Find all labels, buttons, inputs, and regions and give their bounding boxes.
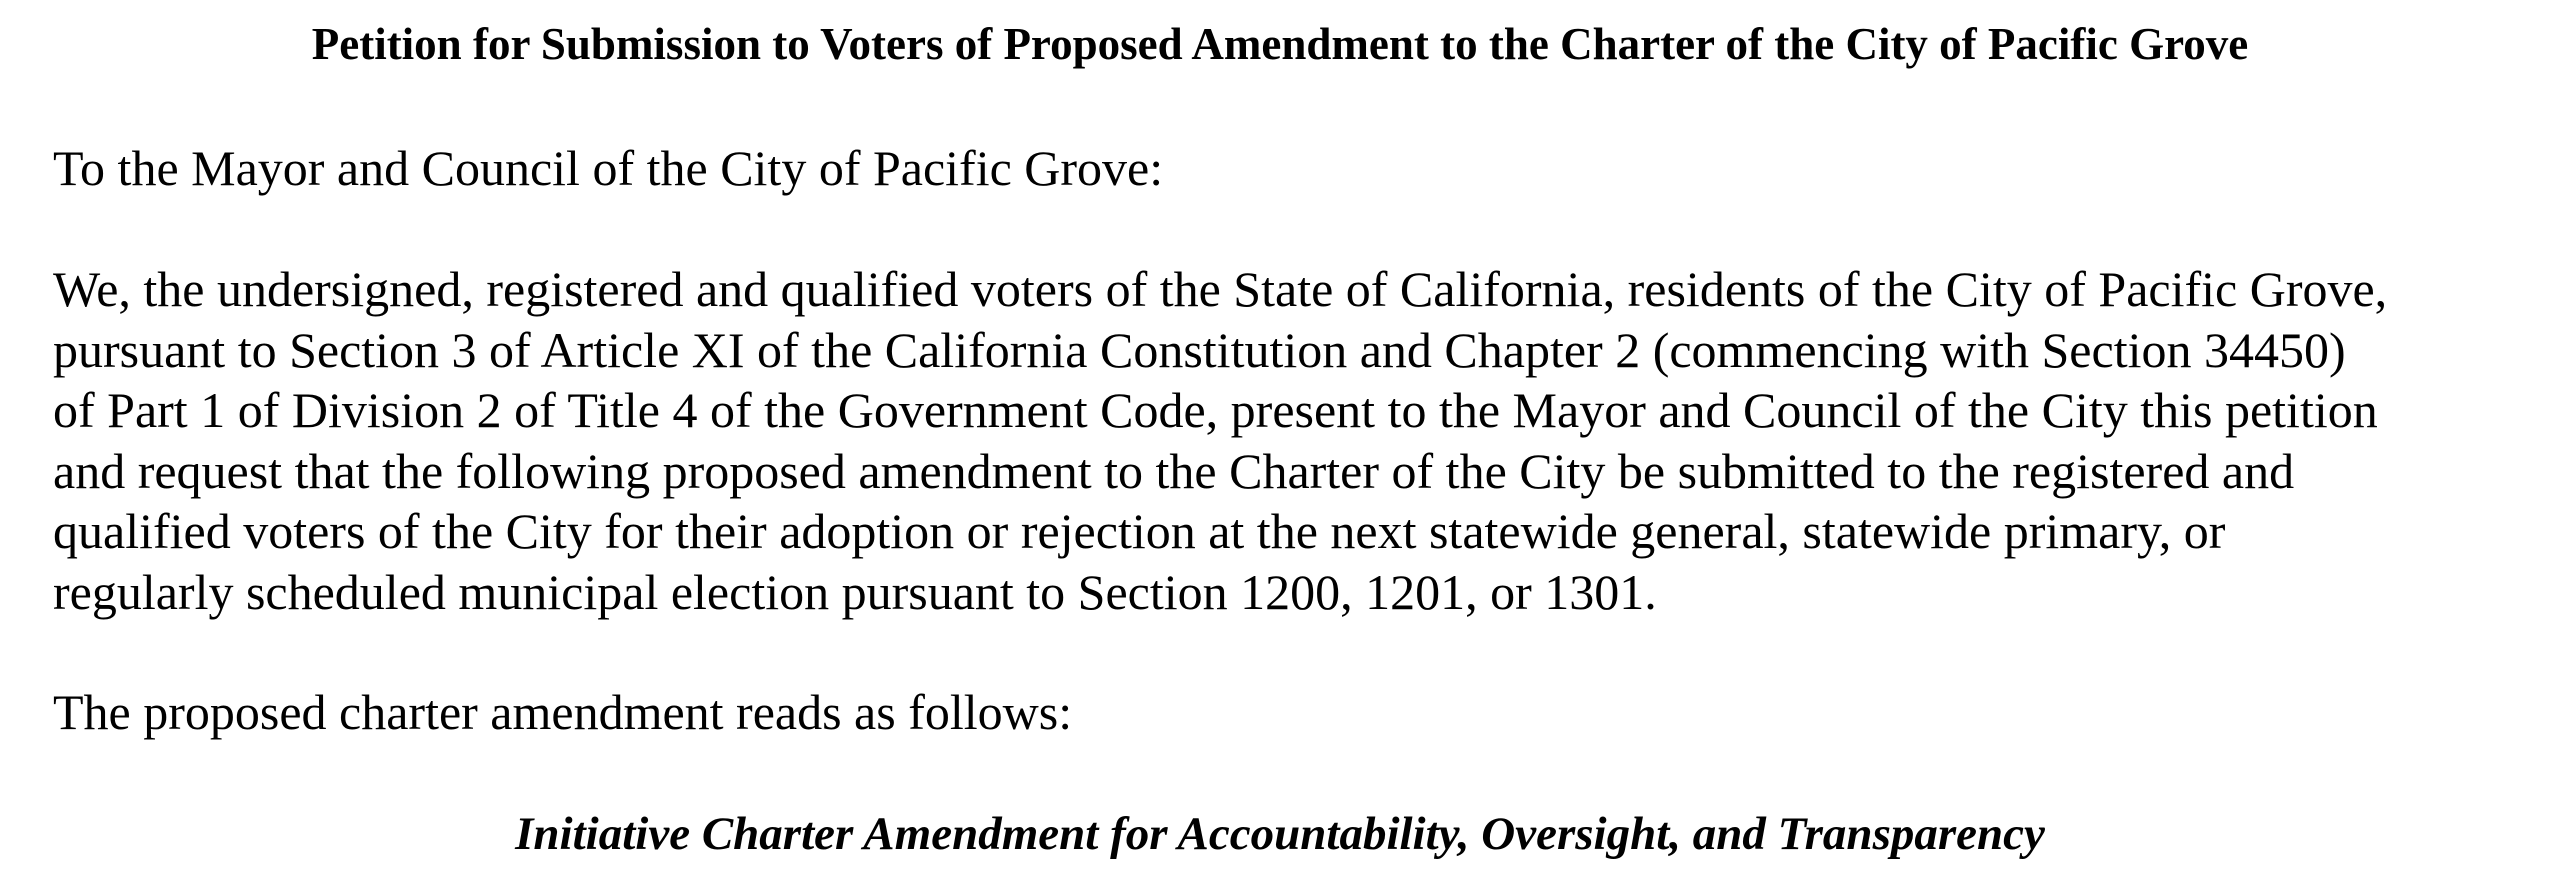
salutation: To the Mayor and Council of the City of Pacific Grove:: [53, 140, 1164, 196]
paragraph-line: of Part 1 of Division 2 of Title 4 of the Government Code, present to the Mayor and Council of the City this petition: [53, 382, 2378, 438]
petition-title: Petition for Submission to Voters of Proposed Amendment to the Charter of the City of Pacific Grove: [311, 19, 2249, 69]
paragraph-line: and request that the following proposed amendment to the Charter of the City be submitted to the registered and: [53, 442, 2295, 499]
amendment-lead-in: The proposed charter amendment reads as follows:: [53, 684, 1073, 740]
paragraph-line: qualified voters of the City for their adoption or rejection at the next statewide general, statewide primary, or: [53, 503, 2226, 559]
amendment-title: Initiative Charter Amendment for Accountability, Oversight, and Transparency: [515, 808, 2045, 860]
petition-body-paragraph: [53, 259, 2387, 622]
paragraph-line: We, the undersigned, registered and qualified voters of the State of California, residents of the City of Pacific Grove,: [53, 261, 2388, 317]
paragraph-line: regularly scheduled municipal election pursuant to Section 1200, 1201, or 1301.: [53, 563, 1657, 620]
paragraph-line: pursuant to Section 3 of Article XI of the California Constitution and Chapter 2 (commencing with Section 34450): [53, 321, 2346, 378]
